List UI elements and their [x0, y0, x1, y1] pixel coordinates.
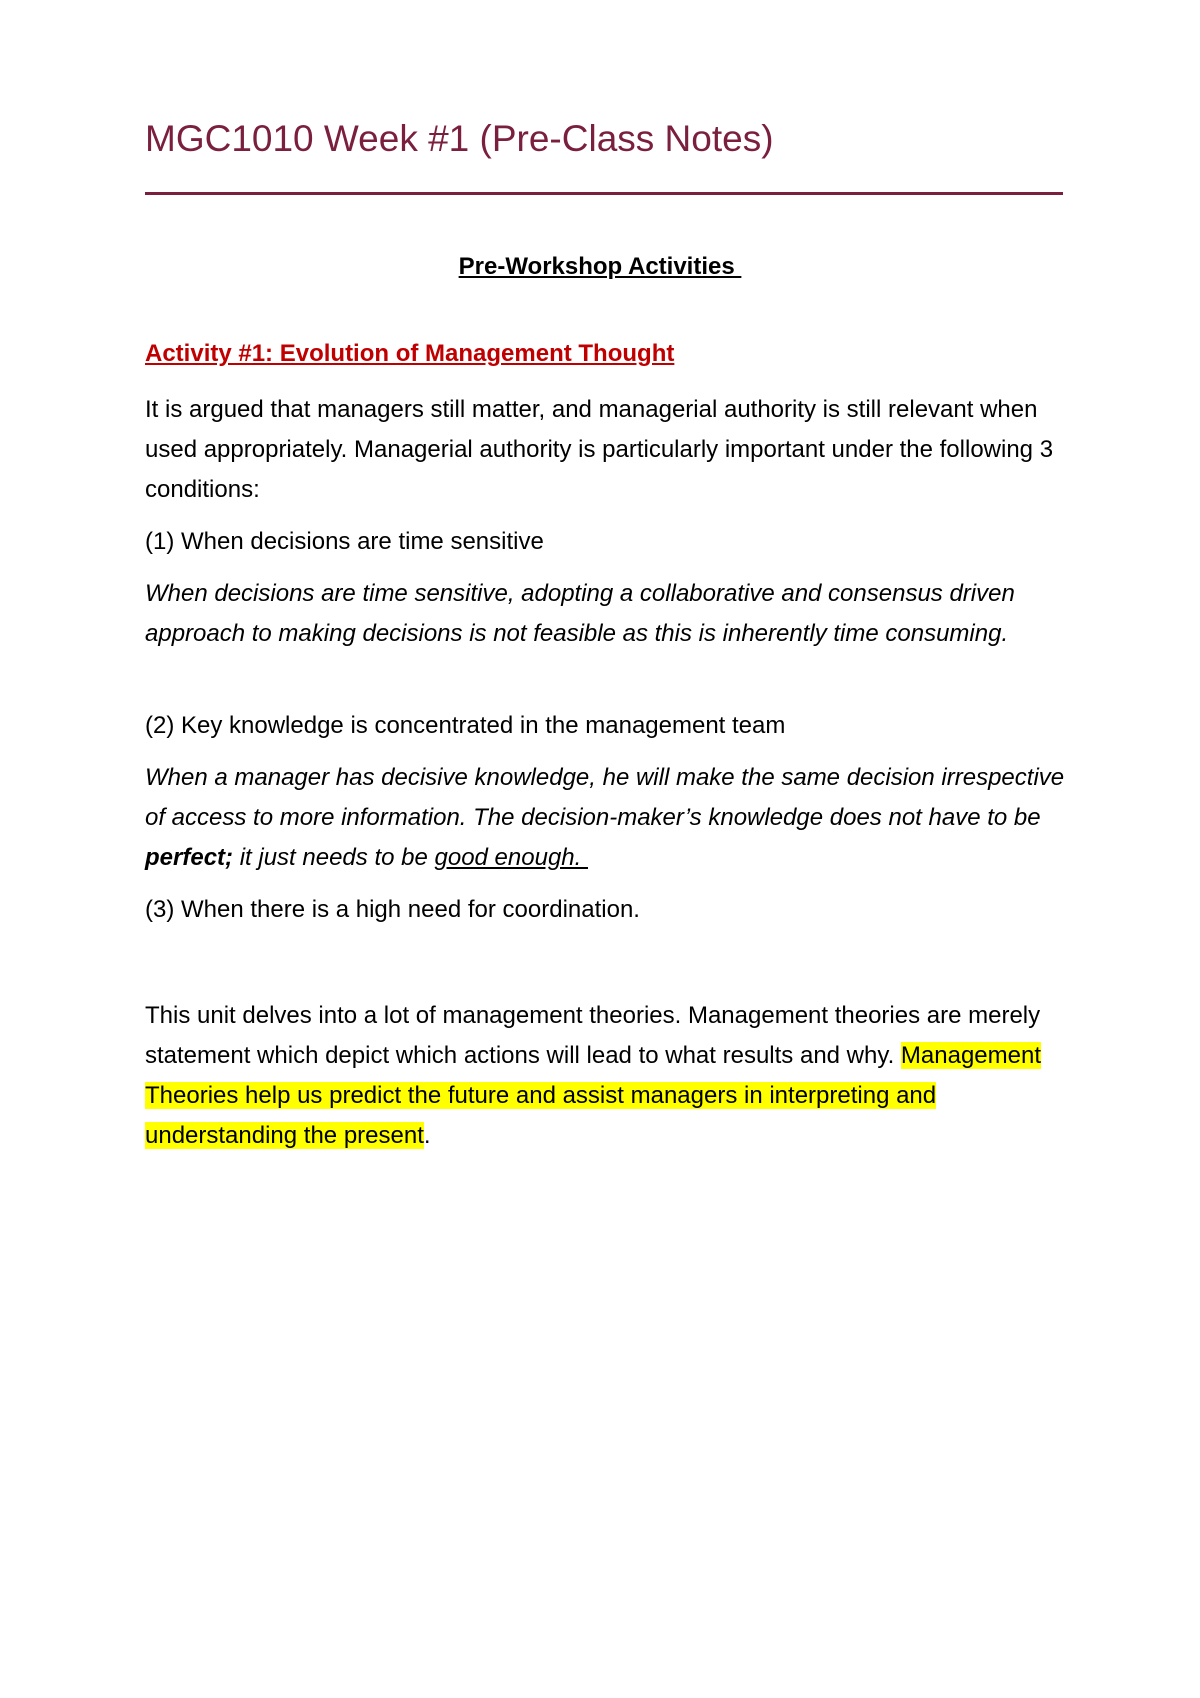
intro-paragraph: It is argued that managers still matter, and managerial authority is still relevant when used appropriately. Managerial authority is particularly important under the following 3 conditions: [145, 396, 1054, 503]
emphasis-perfect: perfect; [145, 844, 234, 871]
activity-heading: Activity #1: Evolution of Management Thought [145, 340, 675, 367]
document-title: MGC1010 Week #1 (Pre-Class Notes) [145, 118, 774, 159]
highlighted-text: Management Theories help us predict the future and assist managers in interpreting and understanding the present [145, 1042, 1042, 1149]
closing-period: . [423, 1122, 431, 1149]
title-divider [145, 192, 1063, 195]
closing-text: This unit delves into a lot of management theories. Management theories are merely statement which depict which actions will lead to what results and why. [145, 1002, 1041, 1069]
underlined-good-enough: good enough. [434, 844, 588, 871]
condition-2-explanation-continued: it just needs to be [233, 844, 435, 871]
condition-2-explanation-text: When a manager has decisive knowledge, he will make the same decision irrespective of access to more information. The decision-maker’s knowledge does not have to be [145, 764, 1065, 831]
condition-1-explanation: When decisions are time sensitive, adopting a collaborative and consensus driven approach to making decisions is not feasible as this is inherently time consuming. [145, 580, 1015, 647]
condition-3-label: (3) When there is a high need for coordination. [145, 896, 640, 923]
condition-2-explanation [145, 758, 1075, 878]
section-heading: Pre-Workshop Activities [458, 253, 742, 280]
condition-2-label: (2) Key knowledge is concentrated in the management team [145, 712, 786, 739]
closing-paragraph [145, 996, 1075, 1156]
condition-1-label: (1) When decisions are time sensitive [145, 528, 544, 555]
